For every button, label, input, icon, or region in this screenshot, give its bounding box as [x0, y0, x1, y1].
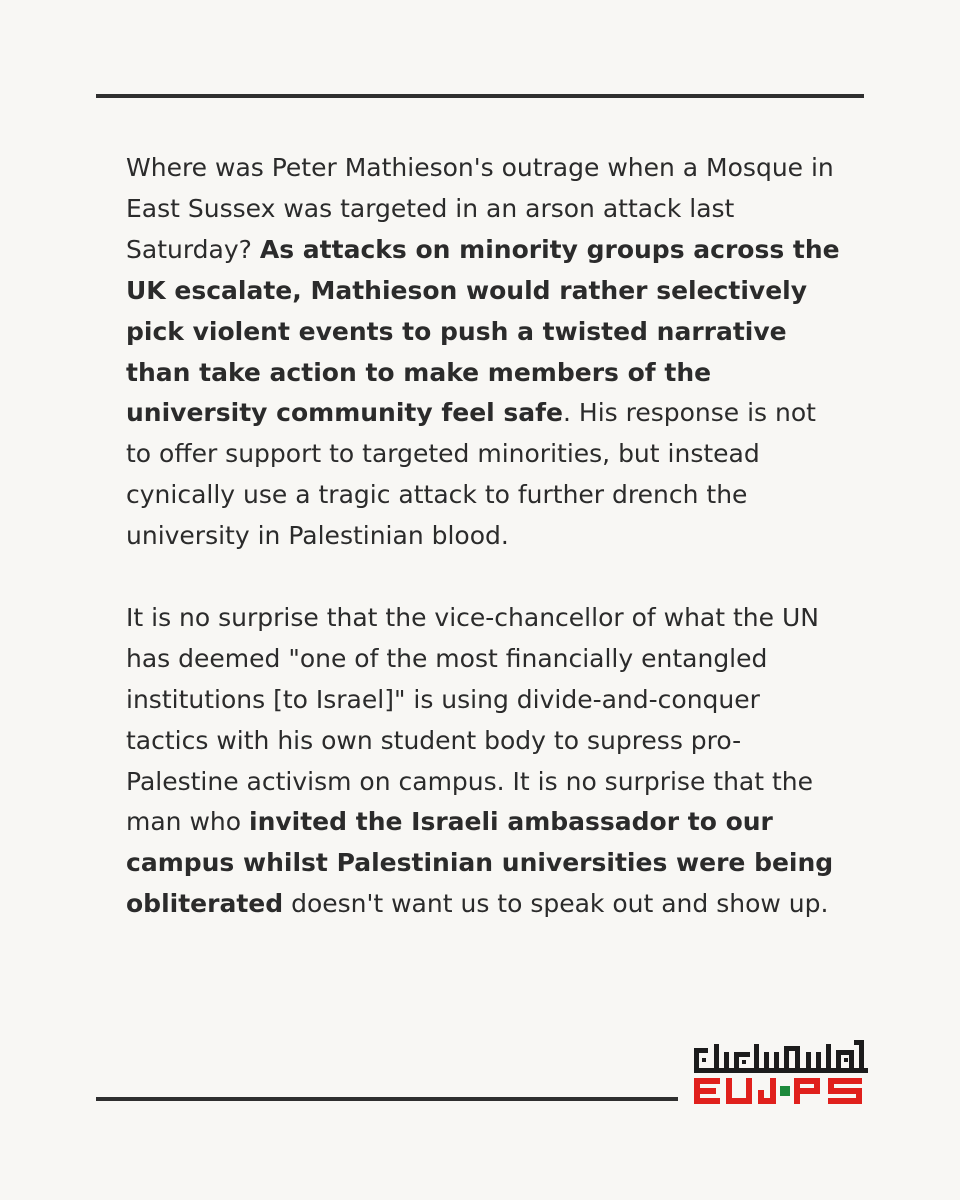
paragraph-1-emphasis: As attacks on minority groups across the UK escalate, Mathieson would rather selectively pick violent events to push a twisted narrative than take action to make members of the university community feel safe: [126, 234, 840, 428]
bottom-divider: [96, 1097, 678, 1101]
paragraph-2: [126, 598, 846, 925]
paragraph-1-text-a: Where was Peter Mathieson's outrage when a Mosque in East Sussex was targeted in an arson attack last Saturday?: [126, 153, 834, 264]
eujps-logo: [694, 1040, 868, 1106]
arabic-wordmark: [694, 1040, 868, 1073]
top-divider: [96, 94, 864, 98]
eujps-logo-mark: [694, 1040, 868, 1106]
article-body: [126, 148, 846, 925]
paragraph-2-emphasis: invited the Israeli ambassador to our campus whilst Palestinian universities were being obliterated: [126, 807, 834, 919]
paragraph-1: [126, 148, 846, 557]
paragraph-2-text-b: doesn't want us to speak out and show up.: [283, 889, 829, 919]
paragraph-2-text-a: It is no surprise that the vice-chancellor of what the UN has deemed "one of the most financially entangled institutions [to Israel]" is using divide-and-conquer tactics with his own student body to supress pro-Palestine activism on campus. It is no surprise that the man who: [126, 602, 819, 837]
green-accent: [780, 1086, 790, 1096]
paragraph-1-text-b: . His response is not to offer support to targeted minorities, but instead cynically use a tragic attack to further drench the university in Palestinian blood.: [126, 398, 816, 551]
latin-wordmark: [694, 1078, 862, 1104]
